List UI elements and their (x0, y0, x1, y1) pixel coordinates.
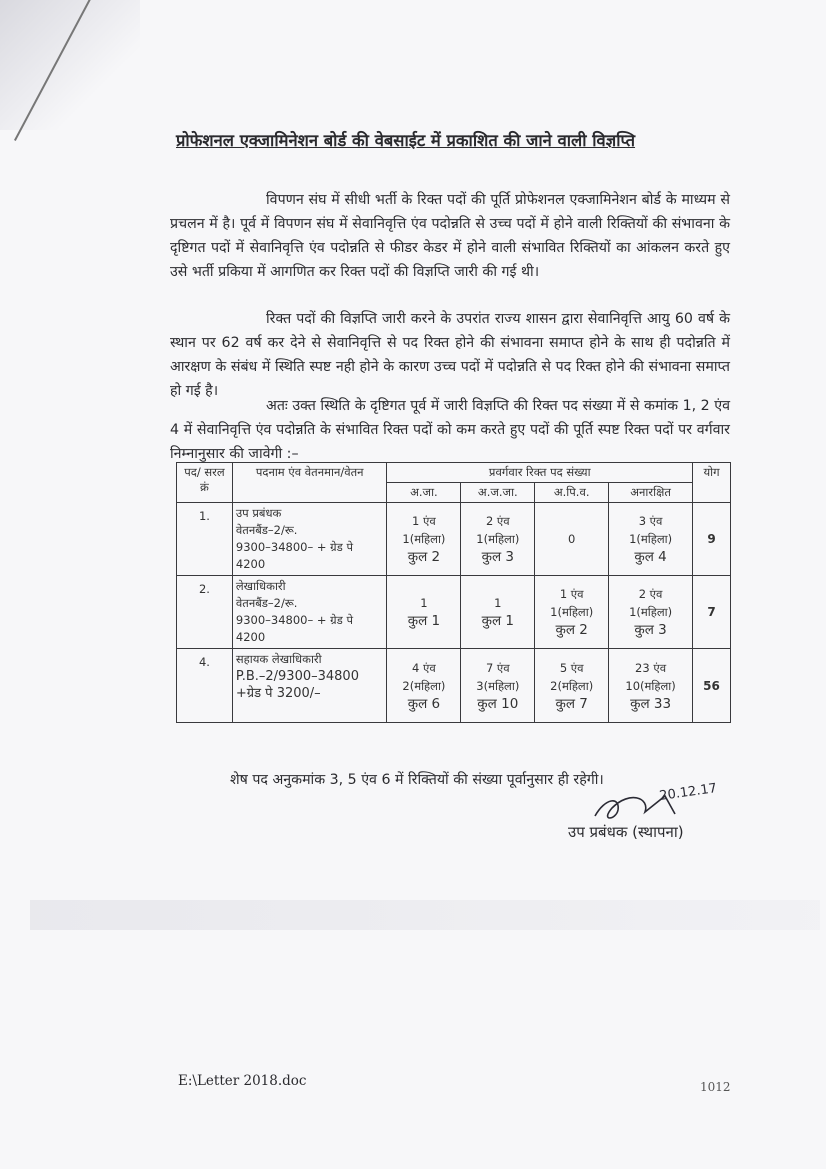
vacancy-cell: 1 कुल 1 (461, 576, 535, 649)
signatory-designation: उप प्रबंधक (स्थापना) (568, 823, 684, 841)
pay-line: वेतनबैंड–2/रू. (235, 596, 298, 610)
pay-line: 4200 (235, 630, 266, 644)
post-title: उप प्रबंधक (235, 506, 282, 520)
vacancy-cell: 0 (535, 503, 609, 576)
vacancy-cell: 2 एंव 1(महिला) कुल 3 (609, 576, 693, 649)
pay-line: +ग्रेड पे 3200/– (235, 686, 321, 701)
post-cell (232, 576, 387, 649)
vacancy-table (176, 462, 731, 723)
paragraph-3: अतः उक्त स्थिति के दृष्टिगत पूर्व में जारी विज्ञप्ति की रिक्त पद संख्या में से कमांक 1, 2 एंव 4 में सेवानिवृत्ति एंव पदोन्नति के संभावित रिक्त पदों को कम करते हुए पदों की पूर्ति स्पष्ट रिक्त पदों पर वर्गवार निम्नानुसार की जावेगी :– (170, 398, 730, 462)
paragraph-2: रिक्त पदों की विज्ञप्ति जारी करने के उपरांत राज्य शासन द्वारा सेवानिवृत्ति आयु 60 वर्ष के स्थान पर 62 वर्ष कर देने से सेवानिवृत्ति से पद रिक्त होने की संभावना समाप्त होने के साथ ही पदोन्नति में आरक्षण के संबंध में स्थिति स्पष्ट नही होने के कारण उच्च पदों में पदोन्नति से पद रिक्त होने की संभावना समाप्त हो गई है। (170, 311, 730, 399)
pay-line: वेतनबैंड–2/रू. (235, 523, 298, 537)
vacancy-cell: 2 एंव 1(महिला) कुल 3 (461, 503, 535, 576)
scan-smudge (30, 900, 820, 930)
vacancy-cell: 5 एंव 2(महिला) कुल 7 (535, 649, 609, 723)
header-category-group: प्रवर्गवार रिक्त पद संख्या (387, 463, 693, 483)
vacancy-cell: 1 एंव 1(महिला) कुल 2 (535, 576, 609, 649)
vacancy-cell: 1 एंव 1(महिला) कुल 2 (387, 503, 461, 576)
post-title: लेखाधिकारी (235, 579, 286, 593)
remaining-posts-note: शेष पद अनुकमांक 3, 5 एंव 6 में रिक्तियों की संख्या पूर्वानुसार ही रहेगी। (230, 772, 604, 788)
table-row (177, 503, 731, 576)
pay-line: 4200 (235, 557, 266, 571)
vacancy-cell: 3 एंव 1(महिला) कुल 4 (609, 503, 693, 576)
header-unreserved: अनारक्षित (609, 483, 693, 503)
table-row (177, 649, 731, 723)
page-number: 1012 (700, 1080, 731, 1094)
pay-line: 9300–34800– + ग्रेड पे (235, 613, 353, 627)
header-sc: अ.जा. (387, 483, 461, 503)
row-total: 9 (693, 503, 731, 576)
pay-line: 9300–34800– + ग्रेड पे (235, 540, 353, 554)
post-cell (232, 649, 387, 723)
row-total: 7 (693, 576, 731, 649)
row-no: 1. (177, 503, 233, 576)
vacancy-cell: 23 एंव 10(महिला) कुल 33 (609, 649, 693, 723)
row-total: 56 (693, 649, 731, 723)
signature-date: 20.12.17 (658, 781, 718, 804)
signature-scribble (590, 778, 730, 828)
header-post-no: पद/ सरल क्रं (177, 463, 233, 503)
header-st: अ.ज.जा. (461, 483, 535, 503)
paragraph-1: विपणन संघ में सीधी भर्ती के रिक्त पदों की पूर्ति प्रोफेशनल एक्जामिनेशन बोर्ड के माध्यम से प्रचलन में है। पूर्व में विपणन संघ में सेवानिवृत्ति एंव पदोन्नति से उच्च पदों में होने वाली रिक्तियों की संभावना के दृष्टिगत पदों में सेवानिवृत्ति एंव पदोन्नति से फीडर केडर में होने वाली संभावित रिक्तियों का आंकलन करते हुए उसे भर्ती प्रकिया में आगणित कर रिक्त पदों की विज्ञप्ति जारी की गई थी। (170, 192, 730, 280)
vacancy-cell: 1 कुल 1 (387, 576, 461, 649)
row-no: 2. (177, 576, 233, 649)
row-no: 4. (177, 649, 233, 723)
table-header-row (177, 463, 731, 483)
folded-corner (0, 0, 140, 130)
table-row (177, 576, 731, 649)
post-title: सहायक लेखाधिकारी (235, 652, 322, 666)
notice-heading: प्रोफेशनल एक्जामिनेशन बोर्ड की वेबसाईट में प्रकाशित की जाने वाली विज्ञप्ति (176, 131, 636, 150)
vacancy-cell: 4 एंव 2(महिला) कुल 6 (387, 649, 461, 723)
header-obc: अ.पि.व. (535, 483, 609, 503)
vacancy-cell: 7 एंव 3(महिला) कुल 10 (461, 649, 535, 723)
file-reference: E:\Letter 2018.doc (178, 1073, 307, 1089)
pay-line: P.B.–2/9300–34800 (235, 669, 359, 684)
post-cell (232, 503, 387, 576)
header-total: योग (693, 463, 731, 503)
header-designation: पदनाम एंव वेतनमान/वेतन (232, 463, 387, 503)
